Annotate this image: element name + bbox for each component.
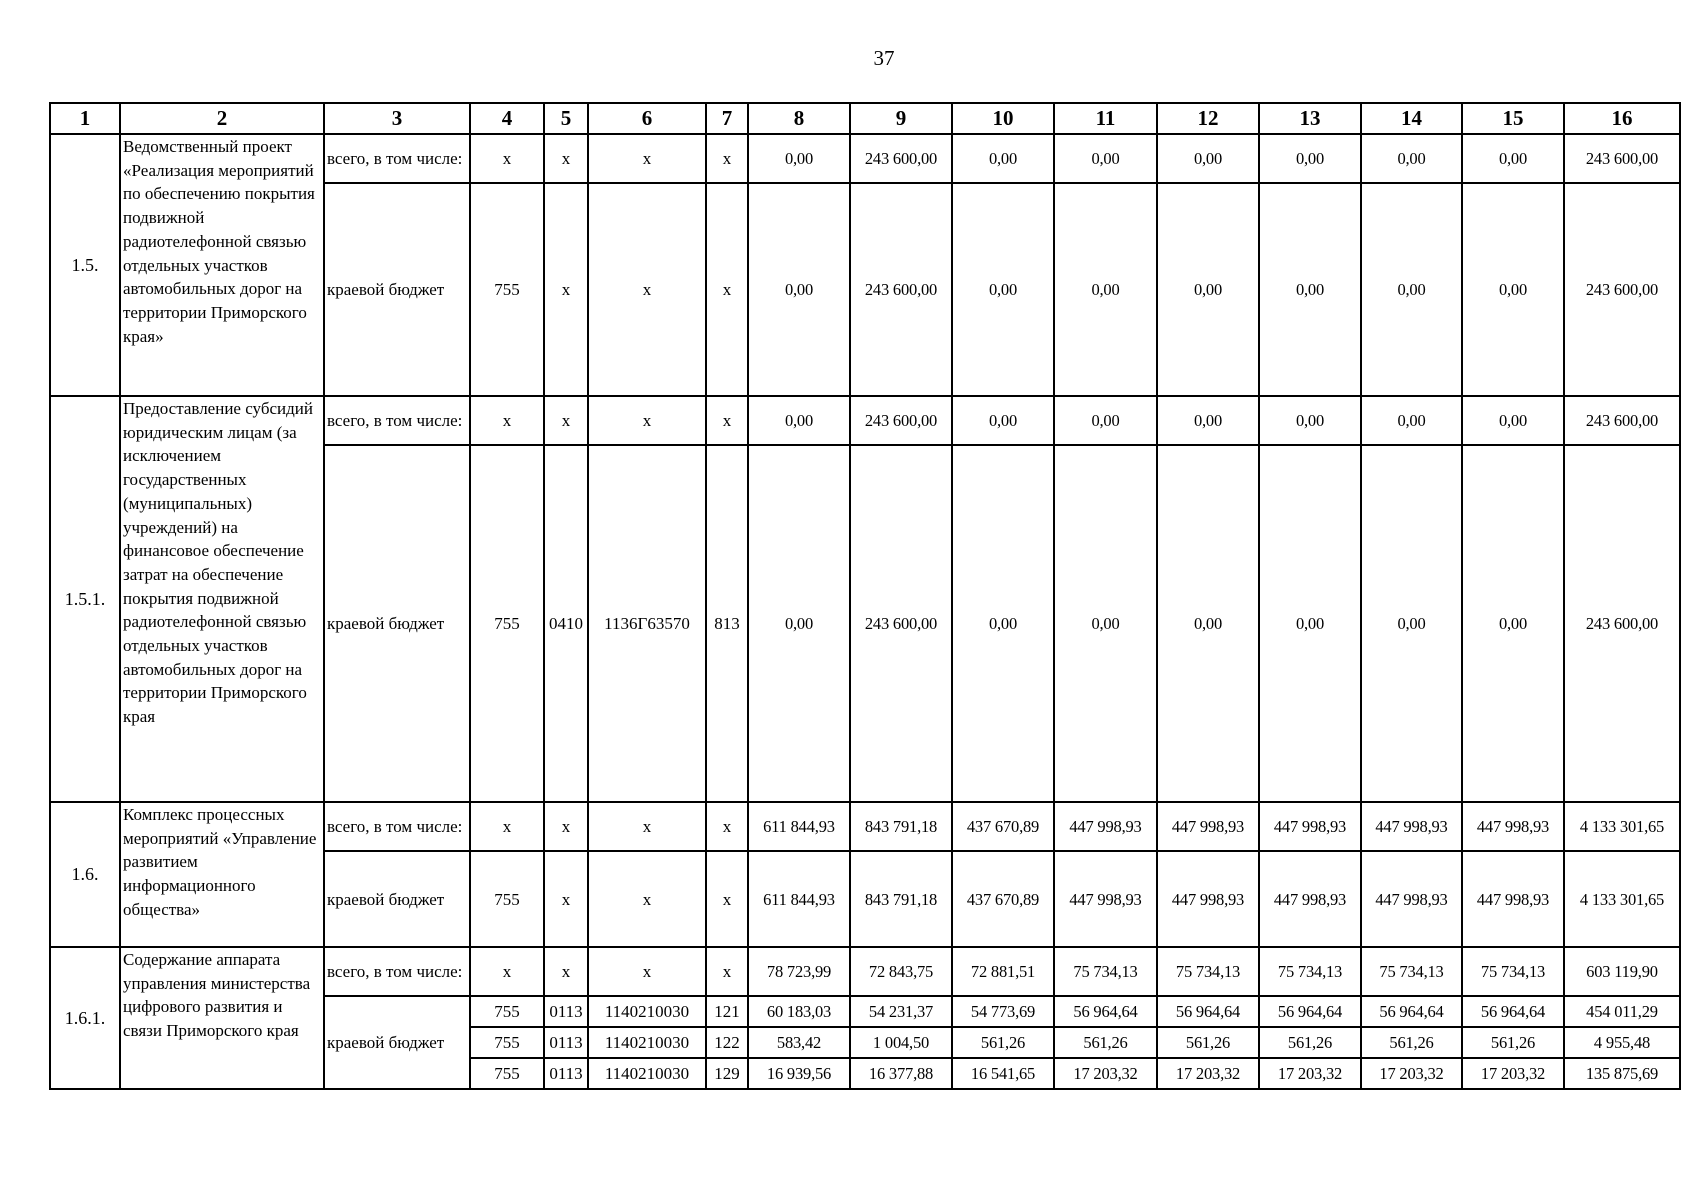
total-cell: 243 600,00 [1564, 445, 1680, 802]
value-cell: 75 734,13 [1361, 947, 1462, 996]
cell-grbs: x [470, 947, 544, 996]
value-cell: 0,00 [952, 183, 1054, 396]
cell-section: x [544, 851, 588, 947]
cell-expense-type: x [706, 802, 748, 851]
cell-grbs: 755 [470, 1027, 544, 1058]
value-cell: 0,00 [1157, 183, 1259, 396]
value-cell: 0,00 [1259, 134, 1361, 183]
value-cell: 0,00 [1054, 183, 1157, 396]
cell-target: 1136Г63570 [588, 445, 706, 802]
header-cell: 13 [1259, 103, 1361, 134]
funding-source: краевой бюджет [324, 445, 470, 802]
value-cell: 56 964,64 [1462, 996, 1564, 1027]
value-cell: 611 844,93 [748, 851, 850, 947]
cell-target: x [588, 134, 706, 183]
header-cell: 2 [120, 103, 324, 134]
value-cell: 56 964,64 [1157, 996, 1259, 1027]
total-cell: 4 133 301,65 [1564, 802, 1680, 851]
value-cell: 0,00 [1361, 396, 1462, 445]
value-cell: 0,00 [1054, 445, 1157, 802]
header-cell: 5 [544, 103, 588, 134]
funding-source: всего, в том числе: [324, 802, 470, 851]
cell-section: x [544, 396, 588, 445]
value-cell: 561,26 [1462, 1027, 1564, 1058]
value-cell: 0,00 [1361, 134, 1462, 183]
item-number: 1.6.1. [50, 947, 120, 1089]
value-cell: 0,00 [1462, 183, 1564, 396]
value-cell: 16 541,65 [952, 1058, 1054, 1089]
cell-section: 0410 [544, 445, 588, 802]
header-cell: 14 [1361, 103, 1462, 134]
value-cell: 447 998,93 [1259, 802, 1361, 851]
header-cell: 6 [588, 103, 706, 134]
value-cell: 1 004,50 [850, 1027, 952, 1058]
header-cell: 12 [1157, 103, 1259, 134]
value-cell: 75 734,13 [1259, 947, 1361, 996]
value-cell: 0,00 [748, 134, 850, 183]
item-name: Ведомственный проект «Реализация мероприятий по обеспечению покрытия подвижной радиотелефонной связью отдельных участков автомобильных дорог на территории Приморского края» [120, 134, 324, 396]
item-number: 1.6. [50, 802, 120, 947]
value-cell: 447 998,93 [1259, 851, 1361, 947]
value-cell: 75 734,13 [1157, 947, 1259, 996]
value-cell: 17 203,32 [1462, 1058, 1564, 1089]
cell-section: x [544, 134, 588, 183]
item-name: Комплекс процессных мероприятий «Управление развитием информационного общества» [120, 802, 324, 947]
value-cell: 447 998,93 [1054, 802, 1157, 851]
value-cell: 0,00 [1259, 445, 1361, 802]
total-cell: 243 600,00 [1564, 183, 1680, 396]
cell-target: 1140210030 [588, 1027, 706, 1058]
cell-grbs: x [470, 134, 544, 183]
cell-expense-type: 813 [706, 445, 748, 802]
value-cell: 0,00 [952, 134, 1054, 183]
cell-expense-type: x [706, 947, 748, 996]
value-cell: 0,00 [1054, 134, 1157, 183]
value-cell: 561,26 [1054, 1027, 1157, 1058]
value-cell: 0,00 [1462, 134, 1564, 183]
total-cell: 243 600,00 [1564, 134, 1680, 183]
cell-expense-type: 129 [706, 1058, 748, 1089]
value-cell: 447 998,93 [1157, 802, 1259, 851]
cell-grbs: x [470, 396, 544, 445]
cell-section: x [544, 802, 588, 851]
value-cell: 54 231,37 [850, 996, 952, 1027]
value-cell: 72 843,75 [850, 947, 952, 996]
value-cell: 0,00 [952, 396, 1054, 445]
value-cell: 0,00 [1157, 134, 1259, 183]
header-cell: 8 [748, 103, 850, 134]
total-cell: 603 119,90 [1564, 947, 1680, 996]
value-cell: 0,00 [1054, 396, 1157, 445]
value-cell: 843 791,18 [850, 851, 952, 947]
value-cell: 0,00 [748, 183, 850, 396]
cell-expense-type: x [706, 851, 748, 947]
value-cell: 0,00 [1259, 396, 1361, 445]
value-cell: 0,00 [1462, 396, 1564, 445]
value-cell: 0,00 [952, 445, 1054, 802]
total-cell: 454 011,29 [1564, 996, 1680, 1027]
total-cell: 4 955,48 [1564, 1027, 1680, 1058]
value-cell: 561,26 [952, 1027, 1054, 1058]
value-cell: 447 998,93 [1054, 851, 1157, 947]
value-cell: 0,00 [1157, 396, 1259, 445]
cell-expense-type: 121 [706, 996, 748, 1027]
cell-grbs: 755 [470, 445, 544, 802]
header-row [50, 103, 1680, 134]
value-cell: 17 203,32 [1157, 1058, 1259, 1089]
cell-target: x [588, 947, 706, 996]
funding-source: всего, в том числе: [324, 396, 470, 445]
cell-section: x [544, 947, 588, 996]
value-cell: 17 203,32 [1054, 1058, 1157, 1089]
funding-source: краевой бюджет [324, 996, 470, 1089]
header-cell: 16 [1564, 103, 1680, 134]
value-cell: 243 600,00 [850, 445, 952, 802]
table-row [50, 396, 1680, 445]
cell-grbs: 755 [470, 851, 544, 947]
value-cell: 447 998,93 [1361, 802, 1462, 851]
value-cell: 243 600,00 [850, 396, 952, 445]
value-cell: 17 203,32 [1259, 1058, 1361, 1089]
value-cell: 72 881,51 [952, 947, 1054, 996]
cell-section: x [544, 183, 588, 396]
value-cell: 447 998,93 [1361, 851, 1462, 947]
cell-expense-type: x [706, 183, 748, 396]
value-cell: 561,26 [1259, 1027, 1361, 1058]
budget-table [49, 102, 1681, 1090]
value-cell: 16 939,56 [748, 1058, 850, 1089]
value-cell: 16 377,88 [850, 1058, 952, 1089]
value-cell: 75 734,13 [1462, 947, 1564, 996]
cell-grbs: 755 [470, 996, 544, 1027]
table-row [50, 802, 1680, 851]
table-row [50, 134, 1680, 183]
value-cell: 447 998,93 [1157, 851, 1259, 947]
value-cell: 437 670,89 [952, 851, 1054, 947]
cell-section: 0113 [544, 1027, 588, 1058]
value-cell: 56 964,64 [1361, 996, 1462, 1027]
header-cell: 1 [50, 103, 120, 134]
total-cell: 243 600,00 [1564, 396, 1680, 445]
item-number: 1.5.1. [50, 396, 120, 802]
cell-target: 1140210030 [588, 1058, 706, 1089]
cell-expense-type: x [706, 396, 748, 445]
funding-source: всего, в том числе: [324, 947, 470, 996]
cell-grbs: x [470, 802, 544, 851]
value-cell: 0,00 [748, 396, 850, 445]
value-cell: 0,00 [1361, 183, 1462, 396]
cell-section: 0113 [544, 996, 588, 1027]
value-cell: 75 734,13 [1054, 947, 1157, 996]
value-cell: 561,26 [1361, 1027, 1462, 1058]
item-name: Содержание аппарата управления министерства цифрового развития и связи Приморского края [120, 947, 324, 1089]
total-cell: 135 875,69 [1564, 1058, 1680, 1089]
value-cell: 54 773,69 [952, 996, 1054, 1027]
value-cell: 0,00 [748, 445, 850, 802]
funding-source: краевой бюджет [324, 851, 470, 947]
header-cell: 9 [850, 103, 952, 134]
value-cell: 0,00 [1157, 445, 1259, 802]
cell-target: 1140210030 [588, 996, 706, 1027]
value-cell: 561,26 [1157, 1027, 1259, 1058]
cell-expense-type: x [706, 134, 748, 183]
header-cell: 11 [1054, 103, 1157, 134]
header-cell: 7 [706, 103, 748, 134]
header-cell: 4 [470, 103, 544, 134]
item-number: 1.5. [50, 134, 120, 396]
cell-expense-type: 122 [706, 1027, 748, 1058]
cell-target: x [588, 183, 706, 396]
page-number: 37 [873, 46, 895, 70]
header-cell: 3 [324, 103, 470, 134]
cell-grbs: 755 [470, 1058, 544, 1089]
header-cell: 10 [952, 103, 1054, 134]
value-cell: 243 600,00 [850, 183, 952, 396]
funding-source: всего, в том числе: [324, 134, 470, 183]
value-cell: 0,00 [1462, 445, 1564, 802]
cell-grbs: 755 [470, 183, 544, 396]
value-cell: 447 998,93 [1462, 802, 1564, 851]
value-cell: 0,00 [1361, 445, 1462, 802]
table-row [50, 947, 1680, 996]
value-cell: 60 183,03 [748, 996, 850, 1027]
cell-section: 0113 [544, 1058, 588, 1089]
total-cell: 4 133 301,65 [1564, 851, 1680, 947]
value-cell: 583,42 [748, 1027, 850, 1058]
cell-target: x [588, 851, 706, 947]
cell-target: x [588, 802, 706, 851]
value-cell: 243 600,00 [850, 134, 952, 183]
value-cell: 56 964,64 [1259, 996, 1361, 1027]
item-name: Предоставление субсидий юридическим лицам (за исключением государственных (муниципальных) учреждений) на финансовое обеспечение затрат на обеспечение покрытия подвижной радиотелефонной связью отдельных участков автомобильных дорог на территории Приморского края [120, 396, 324, 802]
value-cell: 843 791,18 [850, 802, 952, 851]
value-cell: 0,00 [1259, 183, 1361, 396]
value-cell: 78 723,99 [748, 947, 850, 996]
cell-target: x [588, 396, 706, 445]
value-cell: 56 964,64 [1054, 996, 1157, 1027]
header-cell: 15 [1462, 103, 1564, 134]
value-cell: 447 998,93 [1462, 851, 1564, 947]
value-cell: 437 670,89 [952, 802, 1054, 851]
funding-source: краевой бюджет [324, 183, 470, 396]
value-cell: 17 203,32 [1361, 1058, 1462, 1089]
value-cell: 611 844,93 [748, 802, 850, 851]
